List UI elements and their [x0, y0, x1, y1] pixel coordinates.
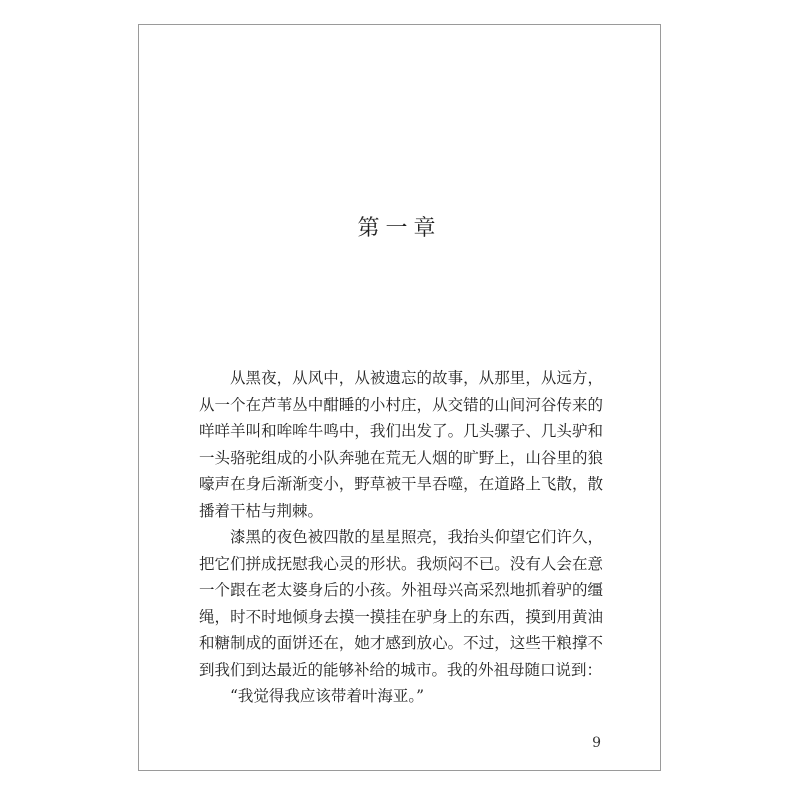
paragraph: “我觉得我应该带着叶海亚。” [230, 687, 425, 705]
page-number: 9 [592, 735, 601, 751]
paragraph: 漆黑的夜色被四散的星星照亮，我抬头仰望它们许久，把它们拼成抚慰我心灵的形状。我烦闷不已。没有人会在意一个跟在老太婆身后的小孩。外祖母兴高采烈地抓着驴的缰绳，时不时地倾身去摸一摸挂在驴身上的东西，摸到用黄油和糖制成的面饼还在，她才感到放心。不过，这些干粮撑不到我们到达最近的能够补给的城市。我的外祖母随口说到： [199, 528, 603, 679]
book-page [138, 24, 661, 771]
paragraph: 从黑夜，从风中，从被遗忘的故事，从那里，从远方，从一个在芦苇丛中酣睡的小村庄，从交错的山间河谷传来的咩咩羊叫和哞哞牛鸣中，我们出发了。几头骡子、几头驴和一头骆驼组成的小队奔驰在荒无人烟的旷野上，山谷里的狼嚎声在身后渐渐变小，野草被干旱吞噬，在道路上飞散，散播着干枯与荆棘。 [199, 369, 603, 520]
body-text [199, 365, 603, 710]
chapter-title: 第一章 [357, 216, 442, 241]
